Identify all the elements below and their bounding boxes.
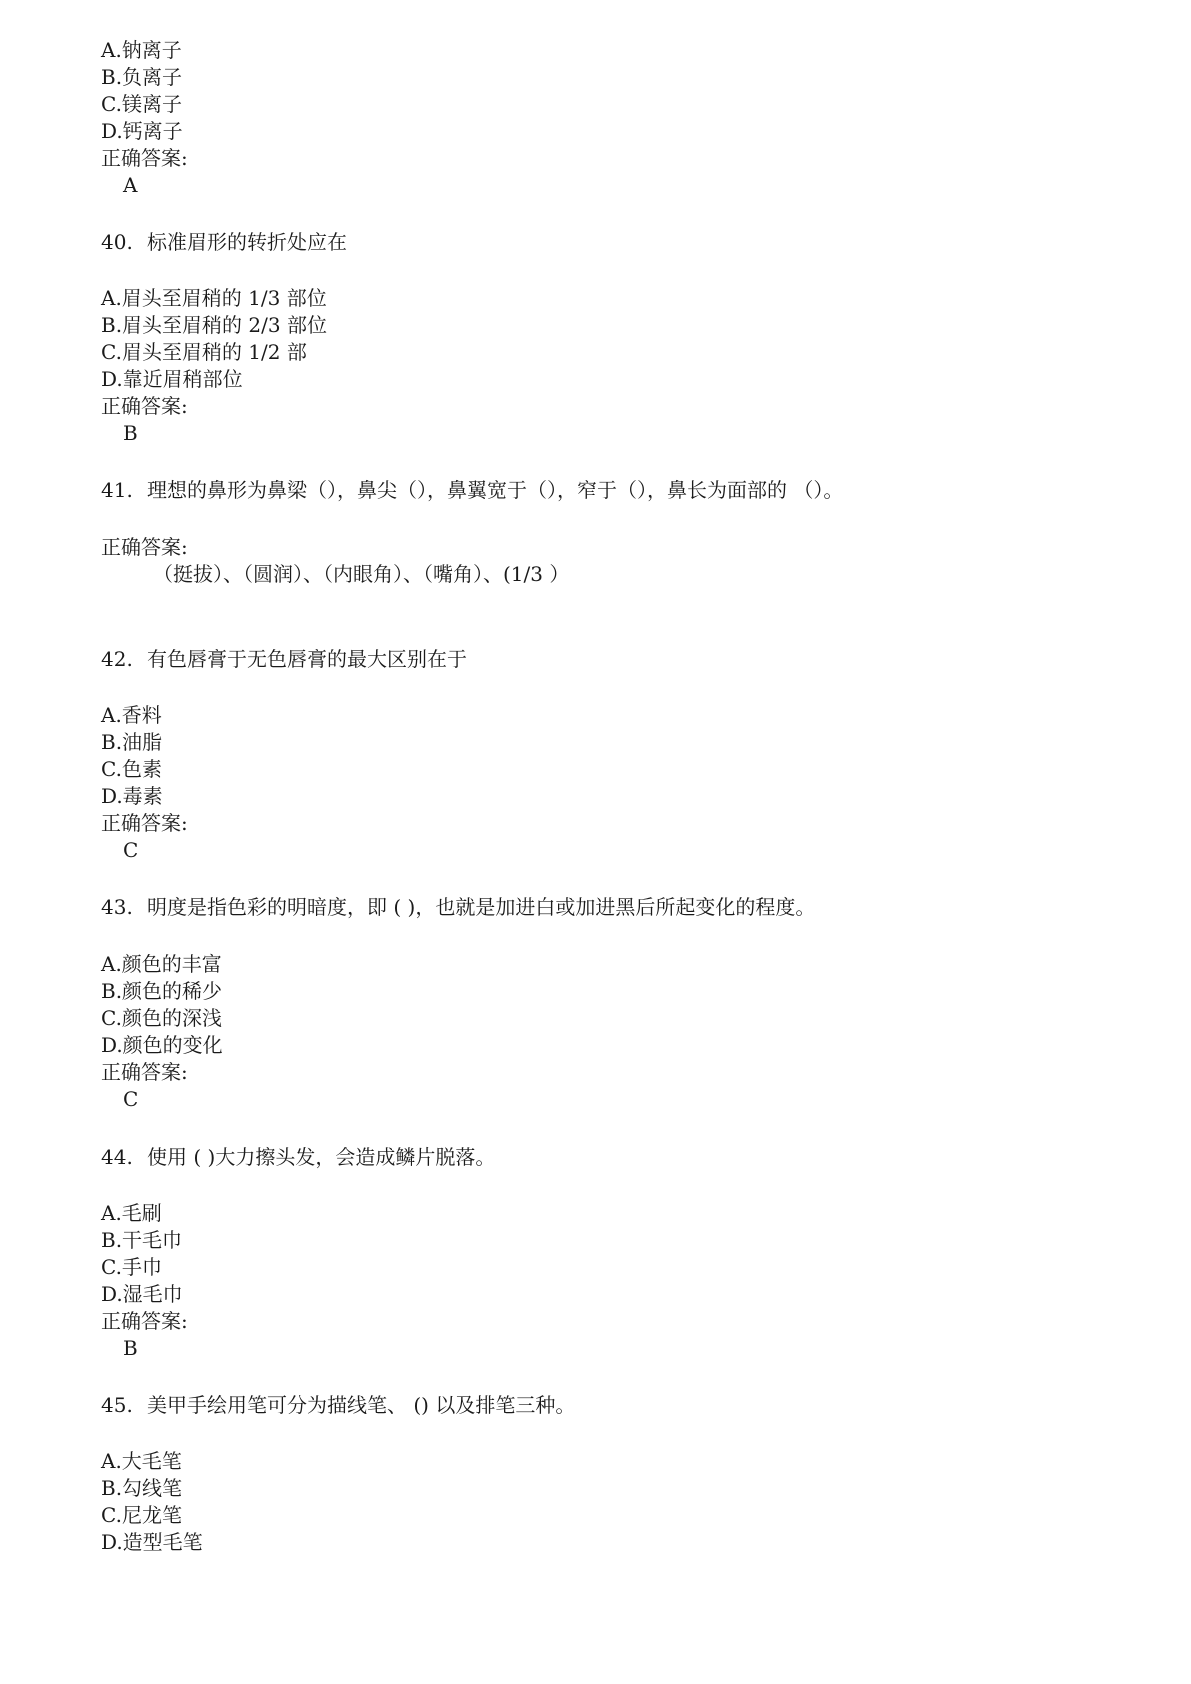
answer-label: 正确答案: bbox=[101, 1060, 188, 1084]
option-b: B.负离子 bbox=[101, 65, 183, 89]
option-c: C.眉头至眉稍的 1/2 部 bbox=[101, 340, 307, 364]
option-d: D.钙离子 bbox=[101, 119, 183, 143]
question-number: 43. bbox=[101, 895, 133, 919]
answer-value: （挺拔）、（圆润）、（内眼角）、（嘴角）、(1/3 ） bbox=[153, 562, 570, 586]
answer-label: 正确答案: bbox=[101, 811, 188, 835]
question-text: 标准眉形的转折处应在 bbox=[147, 230, 347, 254]
option-b: B.勾线笔 bbox=[101, 1476, 183, 1500]
option-a: A.眉头至眉稍的 1/3 部位 bbox=[101, 286, 327, 310]
question-text: 使用 ( )大力擦头发，会造成鳞片脱落。 bbox=[147, 1145, 496, 1169]
option-d: D.颜色的变化 bbox=[101, 1033, 223, 1057]
option-c: C.手巾 bbox=[101, 1255, 162, 1279]
answer-label: 正确答案: bbox=[101, 394, 188, 418]
option-d: D.湿毛巾 bbox=[101, 1282, 183, 1306]
question-number: 44. bbox=[101, 1145, 133, 1169]
question-text: 明度是指色彩的明暗度，即 ( )，也就是加进白或加进黑后所起变化的程度。 bbox=[147, 895, 816, 919]
question-41 bbox=[101, 476, 843, 504]
question-number: 42. bbox=[101, 647, 133, 671]
option-a: A.钠离子 bbox=[101, 38, 182, 62]
option-b: B.油脂 bbox=[101, 730, 163, 754]
option-b: B.眉头至眉稍的 2/3 部位 bbox=[101, 313, 327, 337]
option-a: A.大毛笔 bbox=[101, 1449, 182, 1473]
question-43 bbox=[101, 893, 815, 921]
option-c: C.色素 bbox=[101, 757, 162, 781]
answer-value: C bbox=[123, 1087, 139, 1111]
question-text: 美甲手绘用笔可分为描线笔、 () 以及排笔三种。 bbox=[147, 1393, 576, 1417]
option-b: B.干毛巾 bbox=[101, 1228, 183, 1252]
option-a: A.香料 bbox=[101, 703, 162, 727]
option-a: A.毛刷 bbox=[101, 1201, 162, 1225]
option-a: A.颜色的丰富 bbox=[101, 952, 222, 976]
option-d: D.毒素 bbox=[101, 784, 163, 808]
question-text: 有色唇膏于无色唇膏的最大区别在于 bbox=[147, 647, 467, 671]
question-text: 理想的鼻形为鼻梁（），鼻尖（），鼻翼宽于（），窄于（），鼻长为面部的 （）。 bbox=[147, 478, 844, 502]
answer-value: C bbox=[123, 838, 139, 862]
question-number: 40. bbox=[101, 230, 133, 254]
option-c: C.颜色的深浅 bbox=[101, 1006, 222, 1030]
answer-value: A bbox=[123, 173, 138, 197]
question-number: 45. bbox=[101, 1393, 133, 1417]
question-45 bbox=[101, 1391, 575, 1419]
answer-value: B bbox=[123, 1336, 138, 1360]
question-44 bbox=[101, 1143, 495, 1171]
question-42 bbox=[101, 645, 467, 673]
answer-value: B bbox=[123, 421, 138, 445]
option-d: D.造型毛笔 bbox=[101, 1530, 203, 1554]
option-c: C.镁离子 bbox=[101, 92, 182, 116]
answer-label: 正确答案: bbox=[101, 535, 188, 559]
option-d: D.靠近眉稍部位 bbox=[101, 367, 243, 391]
answer-label: 正确答案: bbox=[101, 1309, 188, 1333]
question-40 bbox=[101, 228, 347, 256]
option-b: B.颜色的稀少 bbox=[101, 979, 223, 1003]
option-c: C.尼龙笔 bbox=[101, 1503, 182, 1527]
answer-label: 正确答案: bbox=[101, 146, 188, 170]
question-number: 41. bbox=[101, 478, 133, 502]
